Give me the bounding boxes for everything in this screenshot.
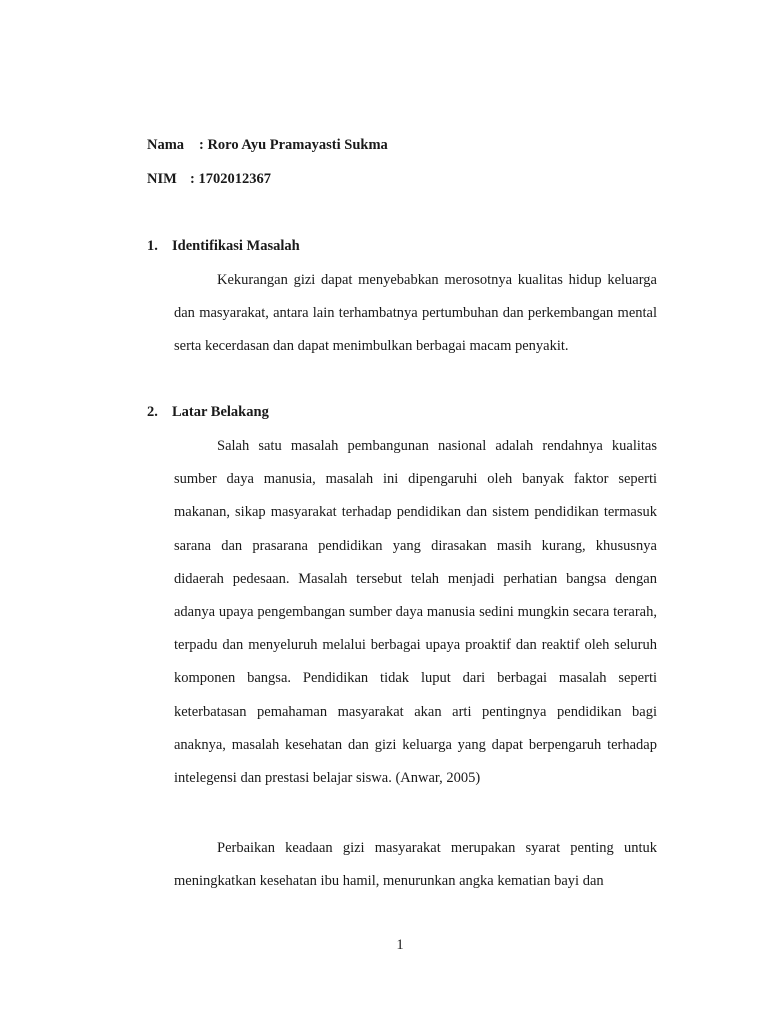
- student-id-row: [147, 171, 271, 188]
- nim-label: NIM: [147, 171, 177, 187]
- paragraph: Kekurangan gizi dapat menyebabkan merosotnya kualitas hidup keluarga dan masyarakat, antara lain terhambatnya pertumbuhan dan perkembangan mental serta kecerdasan dan dapat menimbulkan berbagai macam penyakit.: [174, 272, 657, 355]
- nim-value: : 1702012367: [190, 171, 271, 187]
- name-label: Nama: [147, 137, 185, 153]
- student-name-row: [147, 137, 388, 154]
- section-number: 1.: [147, 238, 158, 254]
- section-title: Latar Belakang: [172, 404, 269, 420]
- section-heading-identifikasi: [147, 238, 300, 255]
- paragraph: Salah satu masalah pembangunan nasional adalah rendahnya kualitas sumber daya manusia, masalah ini dipengaruhi oleh banyak faktor seperti makanan, sikap masyarakat terhadap pendidikan dan sistem pendidikan termasuk sarana dan prasarana pendidikan yang dirasakan masih kurang, khususnya didaerah pedesaan. Masalah tersebut telah menjadi perhatian bangsa dengan adanya upaya pengembangan sumber daya manusia sedini mungkin secara terarah, terpadu dan menyeluruh melalui berbagai upaya proaktif dan reaktif oleh seluruh komponen bangsa. Pendidikan tidak luput dari berbagai masalah seperti keterbatasan pemahaman masyarakat akan arti pentingnya pendidikan bagi anaknya, masalah kesehatan dan gizi keluarga yang dapat berpengaruh terhadap intelegensi dan prestasi belajar siswa. (Anwar, 2005): [174, 438, 657, 787]
- page-number: 1: [396, 937, 404, 953]
- paragraph: Perbaikan keadaan gizi masyarakat merupakan syarat penting untuk meningkatkan kesehatan ibu hamil, menurunkan angka kematian bayi dan: [174, 840, 657, 890]
- section-title: Identifikasi Masalah: [172, 238, 300, 254]
- section-number: 2.: [147, 404, 158, 420]
- name-value: : Roro Ayu Pramayasti Sukma: [199, 137, 388, 153]
- section-heading-latar-belakang: [147, 404, 269, 421]
